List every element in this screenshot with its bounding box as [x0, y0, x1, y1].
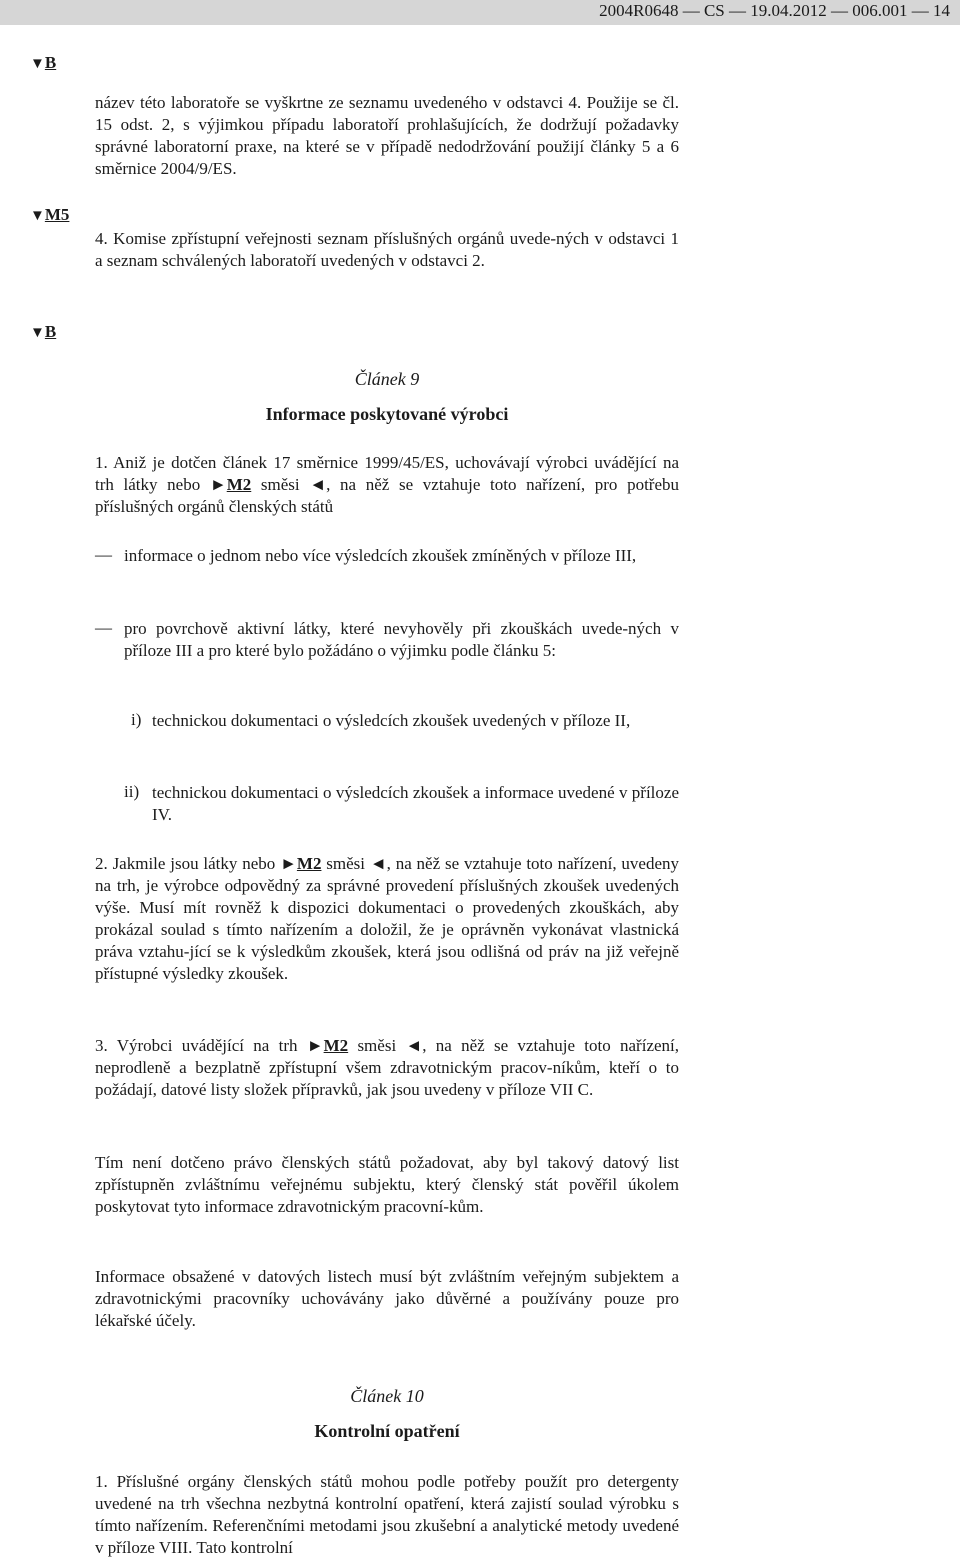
marker-b: ▼B — [30, 322, 57, 341]
amendment-m2-reference[interactable]: ►M2 — [306, 1036, 349, 1055]
arrow-right-icon: ► — [306, 1036, 324, 1055]
document-header — [0, 0, 960, 25]
arrow-left-icon: ◄ — [405, 1036, 423, 1055]
paragraph-10-1: 1. Příslušné orgány členských států mohou podle potřeby použít pro detergenty uvedené na trh všechna nezbytná kontrolní opatření, která zajistí soulad výrobku s tímto nařízením. Referenčními metodami jsou zkušební a analytické metody uvedené v příloze VIII. Tato kontrolní — [95, 1472, 679, 1557]
dash-marker: — — [95, 618, 112, 637]
paragraph-member-states-right: Tím není dotčeno právo členských států požadovat, aby byl takový datový list zpřístupněn zvláštnímu veřejnému subjektu, který členský stát pověřil úkolem poskytovat tyto informace zdravotnickým pracovní-kům. — [95, 1153, 679, 1216]
header-reference: 2004R0648 — CS — 19.04.2012 — 006.001 — 14 — [599, 1, 950, 20]
dash-marker: — — [95, 545, 112, 564]
triangle-down-icon: ▼ — [30, 56, 45, 72]
amendment-m2-reference[interactable]: ►M2 — [280, 854, 322, 873]
paragraph-confidentiality: Informace obsažené v datových listech musí být zvláštním veřejným subjektem a zdravotnickými pracovníky uchovávány jako důvěrné a používány pouze pro lékařské účely. — [95, 1267, 679, 1330]
marker-b: ▼B — [30, 53, 57, 72]
article-9-title: Článek 9 — [354, 369, 420, 389]
marker-m5: ▼M5 — [30, 205, 70, 224]
paragraph-lab-removal: název této laboratoře se vyškrtne ze seznamu uvedeného v odstavci 4. Použije se čl. 15 odst. 2, s výjimkou případu laboratoří prohlašujících, že dodržují požadavky správné laboratorní praxe, na které se v případě nedodržování použijí články 5 a 6 směrnice 2004/9/ES. — [95, 93, 679, 178]
arrow-right-icon: ► — [280, 854, 297, 873]
article-9-heading: Informace poskytované výrobci — [265, 404, 509, 424]
triangle-down-icon: ▼ — [30, 325, 45, 341]
article-10-heading: Kontrolní opatření — [314, 1421, 460, 1441]
article-10-title: Článek 10 — [350, 1386, 424, 1406]
paragraph-9-3: 3. Výrobci uvádějící na trh ►M2 směsi ◄, na něž se vztahuje toto nařízení, neprodleně a bezplatně zpřístupní všem zdravotnickým pracov-níkům, kteří o to požádají, datové listy složek přípravků, jak jsou uvedeny v příloze VII C. — [95, 1036, 680, 1099]
paragraph-4: 4. Komise zpřístupní veřejnosti seznam příslušných orgánů uvede-ných v odstavci 1 a seznam schválených laboratoří uvedených v odstavci 2. — [95, 229, 679, 270]
arrow-left-icon: ◄ — [309, 475, 327, 494]
paragraph-9-2: 2. Jakmile jsou látky nebo ►M2 směsi ◄, na něž se vztahuje toto nařízení, uvedeny na trh, je výrobce odpovědný za správné provedení příslušných zkoušek uvedených výše. Musí mít rovněž k dispozici dokumentaci o provedených zkouškách, aby prokázal soulad s tímto nařízením a doložil, že je oprávněn vykonávat vlastnická práva vztahu-jící se k výsledkům zkoušek, která jsou odlišná od práv na již veřejně přístupné výsledky zkoušek. — [95, 854, 679, 983]
triangle-down-icon: ▼ — [30, 208, 45, 224]
paragraph-9-1: 1. Aniž je dotčen článek 17 směrnice 1999/45/ES, uchovávají výrobci uvádějící na trh látky nebo ►M2 směsi ◄, na něž se vztahuje toto nařízení, pro potřebu příslušných orgánů členských států — [95, 453, 680, 516]
arrow-left-icon: ◄ — [369, 854, 387, 873]
amendment-m2-reference[interactable]: ►M2 — [209, 475, 252, 494]
arrow-right-icon: ► — [209, 475, 227, 494]
